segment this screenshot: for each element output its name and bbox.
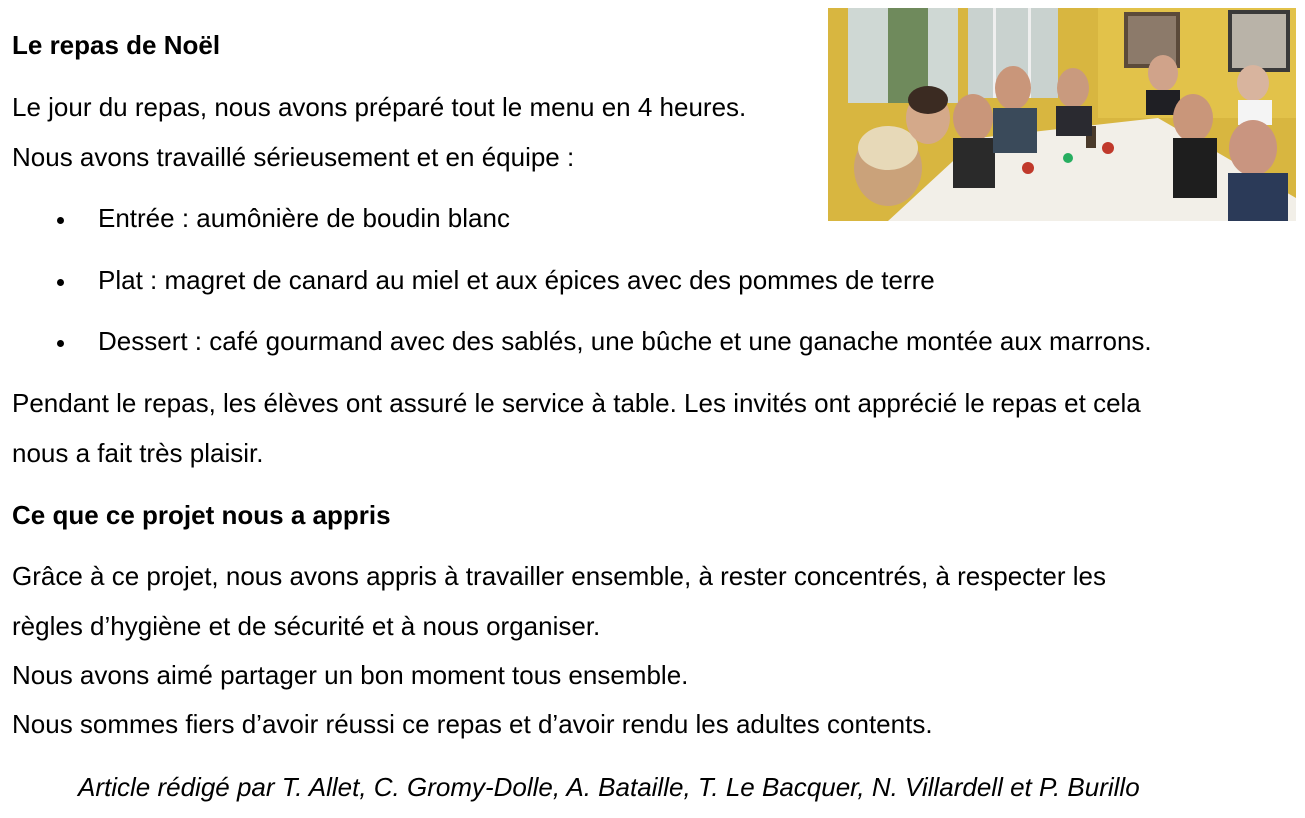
heading-learned: Ce que ce projet nous a appris (12, 500, 391, 530)
group-photo (828, 8, 1296, 221)
menu-item-entree: Entrée : aumônière de boudin blanc (98, 203, 510, 233)
menu-item-plat: Plat : magret de canard au miel et aux épices avec des pommes de terre (98, 265, 935, 295)
learned-line-2: règles d’hygiène et de sécurité et à nous organiser. (12, 611, 601, 641)
bullet-icon (57, 217, 64, 224)
service-line-1: Pendant le repas, les élèves ont assuré le service à table. Les invités ont apprécié le repas et cela (12, 388, 1141, 418)
heading-meal: Le repas de Noël (12, 30, 221, 60)
intro-line-2: Nous avons travaillé sérieusement et en équipe : (12, 142, 575, 172)
learned-line-1: Grâce à ce projet, nous avons appris à travailler ensemble, à rester concentrés, à respecter les (12, 561, 1106, 591)
bullet-icon (57, 340, 64, 347)
intro-line-1: Le jour du repas, nous avons préparé tout le menu en 4 heures. (12, 92, 747, 122)
group-photo-illustration (828, 8, 1296, 221)
service-line-2: nous a fait très plaisir. (12, 438, 264, 468)
bullet-icon (57, 279, 64, 286)
learned-line-4: Nous sommes fiers d’avoir réussi ce repas et d’avoir rendu les adultes contents. (12, 709, 933, 739)
article-signature: Article rédigé par T. Allet, C. Gromy-Dolle, A. Bataille, T. Le Bacquer, N. Villardell et P. Burillo (78, 772, 1140, 802)
menu-item-dessert: Dessert : café gourmand avec des sablés, une bûche et une ganache montée aux marrons. (98, 326, 1152, 356)
learned-line-3: Nous avons aimé partager un bon moment tous ensemble. (12, 660, 689, 690)
